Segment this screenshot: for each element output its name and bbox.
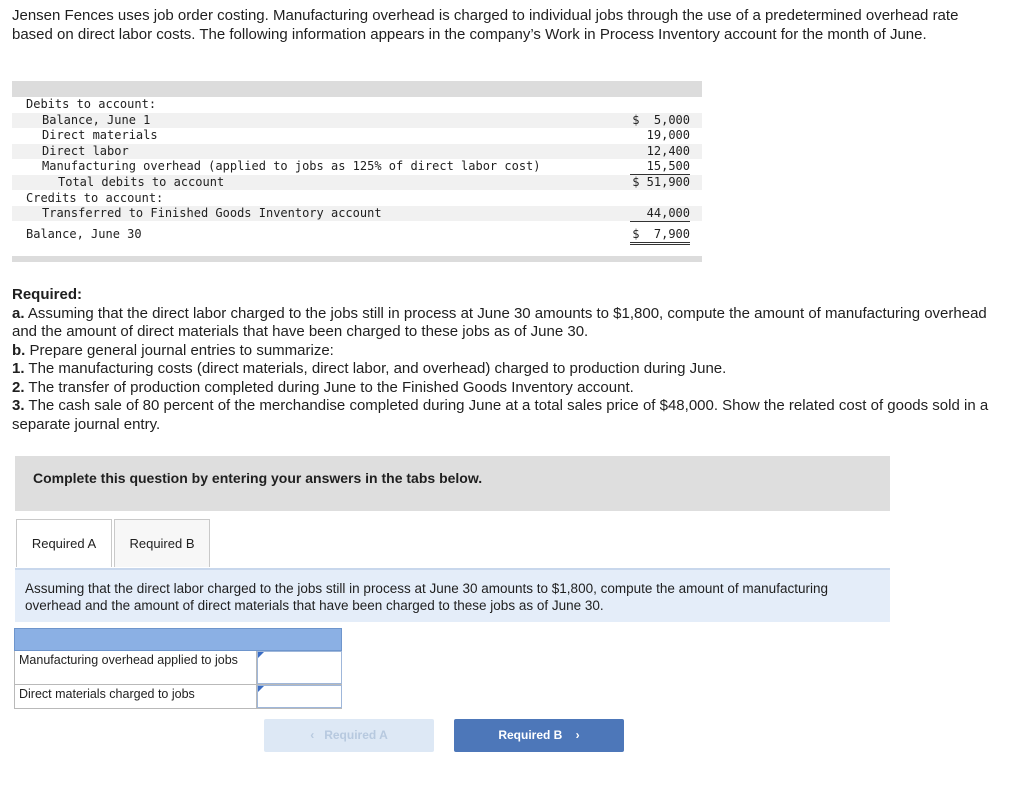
direct-labor-label: Direct labor (42, 144, 129, 158)
wip-account-table (12, 81, 702, 262)
item-2-text: The transfer of production completed during June to the Finished Goods Inventory account. (28, 378, 634, 396)
tab-instruction-panel (15, 568, 890, 622)
direct-materials-label: Direct materials (42, 128, 158, 142)
materials-charged-cell (256, 685, 342, 708)
part-a-text: Assuming that the direct labor charged to the jobs still in process at June 30 amounts to $1,800, compute the amount of manufacturing overhead and the amount of direct materials that have been charged to these jobs as of June 30. (12, 304, 987, 340)
total-debits-row (12, 175, 702, 190)
banner-text: Complete this question by entering your answers in the tabs below. (33, 470, 483, 486)
direct-materials-amount: 19,000 (646, 128, 690, 142)
overhead-label: Manufacturing overhead (applied to jobs as 125% of direct labor cost) (42, 159, 541, 173)
answer-row-overhead (14, 651, 342, 685)
chevron-left-icon: ‹ (310, 728, 315, 742)
overhead-row (12, 159, 702, 174)
transferred-amount: 44,000 (630, 206, 690, 222)
balance-june1-label: Balance, June 1 (42, 113, 151, 127)
next-required-b-button[interactable] (454, 719, 624, 752)
materials-charged-input[interactable] (257, 685, 342, 708)
input-marker-icon (258, 686, 264, 692)
item-3-num: 3. (12, 397, 25, 414)
table-top-bar (12, 81, 702, 97)
balance-june1-amount: $ 5,000 (632, 113, 690, 127)
prev-button-label: Required A (324, 728, 388, 742)
answer-row-materials (14, 685, 342, 709)
item-1-num: 1. (12, 360, 25, 377)
balance-june30-amount: $ 7,900 (630, 227, 690, 245)
input-marker-icon (258, 652, 264, 658)
materials-charged-label: Direct materials charged to jobs (19, 687, 195, 701)
overhead-applied-cell (256, 651, 342, 684)
debits-header-row (12, 97, 702, 112)
direct-labor-amount: 12,400 (646, 144, 690, 158)
tab-required-b[interactable]: Required B (114, 519, 210, 567)
table-bottom-bar (12, 256, 702, 262)
transferred-row (12, 206, 702, 221)
part-a-label: a. (12, 304, 25, 322)
total-debits-amount: $ 51,900 (632, 175, 690, 189)
chevron-right-icon: › (575, 728, 580, 742)
next-button-label: Required B (498, 728, 563, 742)
overhead-applied-label: Manufacturing overhead applied to jobs (19, 653, 238, 667)
instructions-banner (15, 456, 890, 511)
part-b-text: Prepare general journal entries to summarize: (29, 341, 334, 359)
answer-table-header (14, 628, 342, 651)
debits-header: Debits to account: (26, 97, 157, 111)
required-heading: Required: (12, 286, 83, 303)
problem-intro: Jensen Fences uses job order costing. Manufacturing overhead is charged to individual jobs through the use of a predetermined overhead rate based on direct labor costs. The following information appears in the company’s Work in Process Inventory account for the month of June. (12, 7, 959, 43)
required-section (12, 286, 1002, 434)
direct-materials-row (12, 128, 702, 143)
balance-june30-label: Balance, June 30 (26, 227, 142, 241)
direct-labor-row (12, 144, 702, 159)
overhead-amount: 15,500 (630, 159, 690, 175)
item-2-num: 2. (12, 378, 25, 396)
total-debits-label: Total debits to account (58, 175, 225, 189)
item-3-text: The cash sale of 80 percent of the merchandise completed during June at a total sales price of $48,000. Show the related cost of goods sold in a separate journal entry. (12, 397, 989, 433)
tab-required-a[interactable]: Required A (16, 519, 112, 567)
balance-june30-row (12, 227, 702, 242)
answer-table (14, 628, 342, 709)
part-b-label: b. (12, 341, 26, 359)
balance-june1-row (12, 113, 702, 128)
transferred-label: Transferred to Finished Goods Inventory account (42, 206, 382, 220)
prev-required-a-button[interactable] (264, 719, 434, 752)
credits-header-row (12, 191, 702, 206)
overhead-applied-input[interactable] (257, 651, 342, 684)
credits-header: Credits to account: (26, 191, 164, 205)
tab-instruction-text: Assuming that the direct labor charged to the jobs still in process at June 30 amounts to $1,800, compute the amount of manufacturing overhead and the amount of direct materials that have been charged to these jobs as of June 30. (25, 581, 828, 613)
item-1-text: The manufacturing costs (direct materials, direct labor, and overhead) charged to production during June. (28, 360, 727, 377)
